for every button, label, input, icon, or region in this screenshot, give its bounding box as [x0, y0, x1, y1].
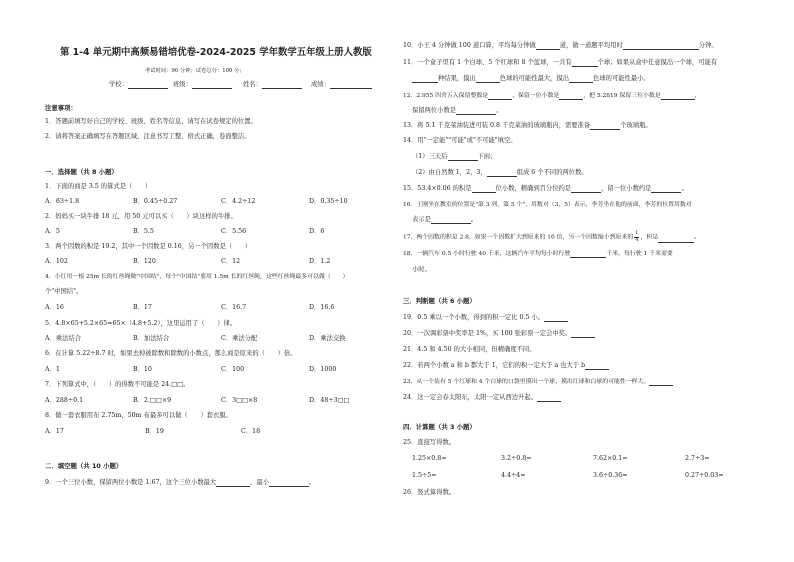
question-17: 17．两个因数的积是 2.8，如果一个因数扩大到原来的 16 倍，另一个因数缩小到原来的 $\frac{1}{4}$ ，积是 。: [403, 230, 701, 243]
answer-blank[interactable]: [537, 394, 561, 402]
option[interactable]: D．48÷3□□: [309, 397, 350, 404]
question-12-line2: 保留两位小数是 。: [412, 107, 503, 114]
question-16-line2: 表示是 。: [412, 216, 478, 223]
option[interactable]: B．120: [133, 258, 156, 265]
answer-blank[interactable]: [651, 185, 681, 193]
option[interactable]: D．0.35÷10: [309, 198, 348, 205]
option[interactable]: C．5.56: [221, 228, 247, 235]
section1-heading: 一．选择题（共 8 小题）: [45, 168, 118, 176]
answer-blank[interactable]: [269, 479, 309, 487]
answer-blank[interactable]: [544, 314, 568, 322]
option[interactable]: C．乘法分配: [221, 335, 258, 342]
answer-blank[interactable]: [536, 42, 560, 50]
question-6-stem: 6．在计算 5.22÷8.7 时，如果去掉被除数和除数的小数点，那么商是原来的（ ）倍。: [45, 350, 297, 357]
option[interactable]: C．3□□×8: [221, 397, 258, 404]
calc-item[interactable]: 0.27÷0.03=: [685, 472, 724, 479]
answer-blank[interactable]: [487, 169, 517, 177]
question-1-stem: 1．下面的商是 3.5 的算式是（ ）: [45, 183, 152, 190]
notice-1: 1．答题前填写好自己的学校、班级、姓名等信息，请写在试卷规定的位置。: [45, 118, 257, 125]
judge-19: 19．0.5 乘以一个小数，得到的积一定比 0.5 小。: [403, 314, 568, 322]
question-11-line1: 11．一个盒子里有 1 个白球、5 个红球和 8 个蓝球，一共有 个球；如果从盒中任意摸出一个球，可能有: [403, 59, 718, 66]
option[interactable]: B．10: [133, 366, 152, 373]
answer-blank[interactable]: [412, 75, 438, 83]
question-12-line1: 12．2.955 四舍五入保留整数是 ，保留一位小数是 ，把 5.2819 保留三位小数是 ，: [403, 93, 701, 99]
answer-blank[interactable]: [569, 75, 593, 83]
section2-heading: 二．填空题（共 10 小题）: [45, 462, 123, 470]
question-14-2: （2）由自然数 1，2，3， 组成 6 个不同的两位数。: [412, 169, 588, 176]
answer-blank[interactable]: [590, 122, 620, 130]
option[interactable]: D．6: [309, 228, 325, 235]
option[interactable]: B．19: [145, 428, 164, 435]
answer-blank[interactable]: [623, 42, 699, 50]
calc-item[interactable]: 1.5÷5=: [412, 472, 437, 479]
option[interactable]: B．17: [133, 304, 152, 311]
answer-blank[interactable]: [476, 75, 500, 83]
question-18-line2: 小时。: [412, 266, 431, 273]
notice-title: 注意事项：: [45, 104, 77, 112]
judge-22: 22．若两个小数 a 和 b 都大于 1，它们的积一定大于 a 也大于 b: [403, 362, 609, 370]
question-4-stem: 4．小红用一根 25m 长的红丝绳做"中国结"，每个"中国结"要用 1.5m 长的红丝绳，这些红丝绳最多可以做（ ）: [45, 274, 349, 280]
option[interactable]: C．16.7: [221, 304, 247, 311]
answer-blank[interactable]: [571, 185, 601, 193]
question-14: 14．用"一定能""可能"或"不可能"填空。: [403, 137, 517, 144]
calc-item[interactable]: 2.7÷3=: [685, 455, 710, 462]
question-2-stem: 2．妈妈买一块牛排 18 元，用 50 元可以买（ ）块这样的牛排。: [45, 213, 237, 220]
option[interactable]: A．乘法结合: [45, 335, 82, 342]
name-blank[interactable]: [262, 81, 302, 89]
notice-2: 2．请将答案正确填写在答题区域，注意书写工整，格式正确，卷面整洁。: [45, 133, 251, 140]
question-16-line1: 16．王刚坐在教室的位置是"第 3 列，第 5 个"，用数对（3，5）表示，李芳坐在他的前面，李芳的位置用数对: [403, 202, 692, 208]
option[interactable]: C．18: [241, 428, 261, 435]
option[interactable]: A．17: [45, 428, 64, 435]
option[interactable]: A．288÷0.1: [45, 397, 84, 404]
option[interactable]: C．4.2÷12: [221, 198, 256, 205]
score-field: 成绩：: [311, 81, 372, 89]
question-5-stem: 5．4.8×65+5.2×65=65×（4.8+5.2），这里运用了（ ）律。: [45, 320, 237, 327]
question-3-stem: 3．两个因数的积是 19.2，其中一个因数是 0.16，另一个因数是（ ）: [45, 243, 252, 250]
section3-heading: 三．判断题（共 6 小题）: [403, 297, 476, 305]
question-7-stem: 7．下列算式中，（ ）的得数不可能是 24.□□。: [45, 381, 190, 388]
answer-blank[interactable]: [649, 378, 673, 386]
score-blank[interactable]: [330, 81, 372, 89]
question-9: 9．一个三位小数，保留两位小数是 1.67，这个三位小数最大 ，最小 。: [45, 479, 316, 486]
section4-heading: 四．计算题（共 3 小题）: [403, 423, 476, 431]
answer-blank[interactable]: [658, 235, 694, 243]
option[interactable]: A．63÷1.8: [45, 198, 80, 205]
option[interactable]: B．5.5: [133, 228, 154, 235]
class-field: 班级：: [173, 81, 232, 89]
option[interactable]: D．1000: [309, 366, 337, 373]
answer-blank[interactable]: [559, 92, 583, 100]
name-field: 姓名：: [243, 81, 302, 89]
answer-blank[interactable]: [431, 216, 471, 224]
answer-blank[interactable]: [661, 92, 695, 100]
answer-blank[interactable]: [585, 362, 609, 370]
answer-blank[interactable]: [572, 59, 598, 67]
question-25: 25．直接写得数。: [403, 439, 456, 446]
option[interactable]: B．加法结合: [133, 335, 170, 342]
question-13: 13．将 5.1 千克菜油装进可装 0.8 千克菜油的玻璃瓶内，需要准备 个玻璃瓶。: [403, 122, 652, 129]
option[interactable]: B．0.45÷0.27: [133, 198, 178, 205]
exam-meta: 考试时间：90 分钟；试卷总分：100 分；: [145, 68, 245, 74]
judge-24: 24．这一定会春太阳东，太阳一定从西边升起。: [403, 394, 561, 402]
question-18-line1: 18．一辆汽车 0.5 小时行驶 40 千米，这辆汽车平均每小时行驶 千米，每行驶 1 千米需要: [403, 251, 673, 257]
exam-title: 第 1-4 单元期中高频易错培优卷-2024-2025 学年数学五年级上册人教版: [60, 47, 372, 58]
option[interactable]: A．5: [45, 228, 60, 235]
calc-item[interactable]: 1.25×0.8=: [412, 455, 447, 462]
calc-item[interactable]: 3.6÷0.36=: [593, 472, 628, 479]
judge-23: 23．从一个装有 5 个红球和 4 个白球的口袋里摸出一个球，摸出红球和白球的可能性一样大。: [403, 378, 673, 386]
option[interactable]: D．1.2: [309, 258, 331, 265]
question-11-line2: 种结果，摸出 色球的可能性最大，摸出 色球的可能性最小。: [412, 75, 650, 83]
calc-item[interactable]: 4.4÷4=: [501, 472, 526, 479]
option[interactable]: D．16.6: [309, 304, 335, 311]
calc-item[interactable]: 3.2÷0.8=: [501, 455, 532, 462]
answer-blank[interactable]: [216, 479, 250, 487]
answer-blank[interactable]: [571, 330, 595, 338]
school-blank[interactable]: [128, 81, 168, 89]
option[interactable]: C．100: [221, 366, 245, 373]
option[interactable]: D．乘法交换: [309, 335, 346, 342]
option[interactable]: B．2.□□×9: [133, 397, 172, 404]
question-8-stem: 8．做一套衣服用布 2.75m，50m 布最多可以做（ ）套衣服。: [45, 412, 232, 419]
calc-item[interactable]: 7.62×0.1=: [593, 455, 628, 462]
question-15: 15．53.4×0.06 的积是 位小数，精确到百分位约是 ，留一位小数约是 。: [403, 185, 688, 192]
class-blank[interactable]: [192, 81, 232, 89]
answer-blank[interactable]: [456, 107, 496, 115]
school-field: 学校：: [109, 81, 168, 89]
question-4-stem-cont: 个"中国结"。: [45, 288, 83, 295]
option[interactable]: A．16: [45, 304, 64, 311]
question-26: 26．竖式算得数。: [403, 489, 456, 496]
question-14-1: （1）三天后 下雨；: [412, 153, 497, 160]
question-10: 10．小王 4 分钟做 100 道口算，平均每分钟做 道，做一道题平均用时 分钟。: [403, 42, 718, 49]
option[interactable]: A．1: [45, 366, 60, 373]
option[interactable]: C．12: [221, 258, 241, 265]
answer-blank[interactable]: [570, 250, 606, 258]
answer-blank[interactable]: [488, 92, 512, 100]
judge-20: 20．一次调彩票中奖率是 1%，买 100 张彩票一定会中奖。: [403, 330, 595, 338]
answer-blank[interactable]: [448, 153, 478, 161]
option[interactable]: A．102: [45, 258, 68, 265]
judge-21: 21．4.5 和 4.50 的大小相同，但精确度不同。: [403, 346, 536, 353]
answer-blank[interactable]: [472, 185, 496, 193]
fraction: $\frac{1}{4}$: [635, 230, 639, 243]
